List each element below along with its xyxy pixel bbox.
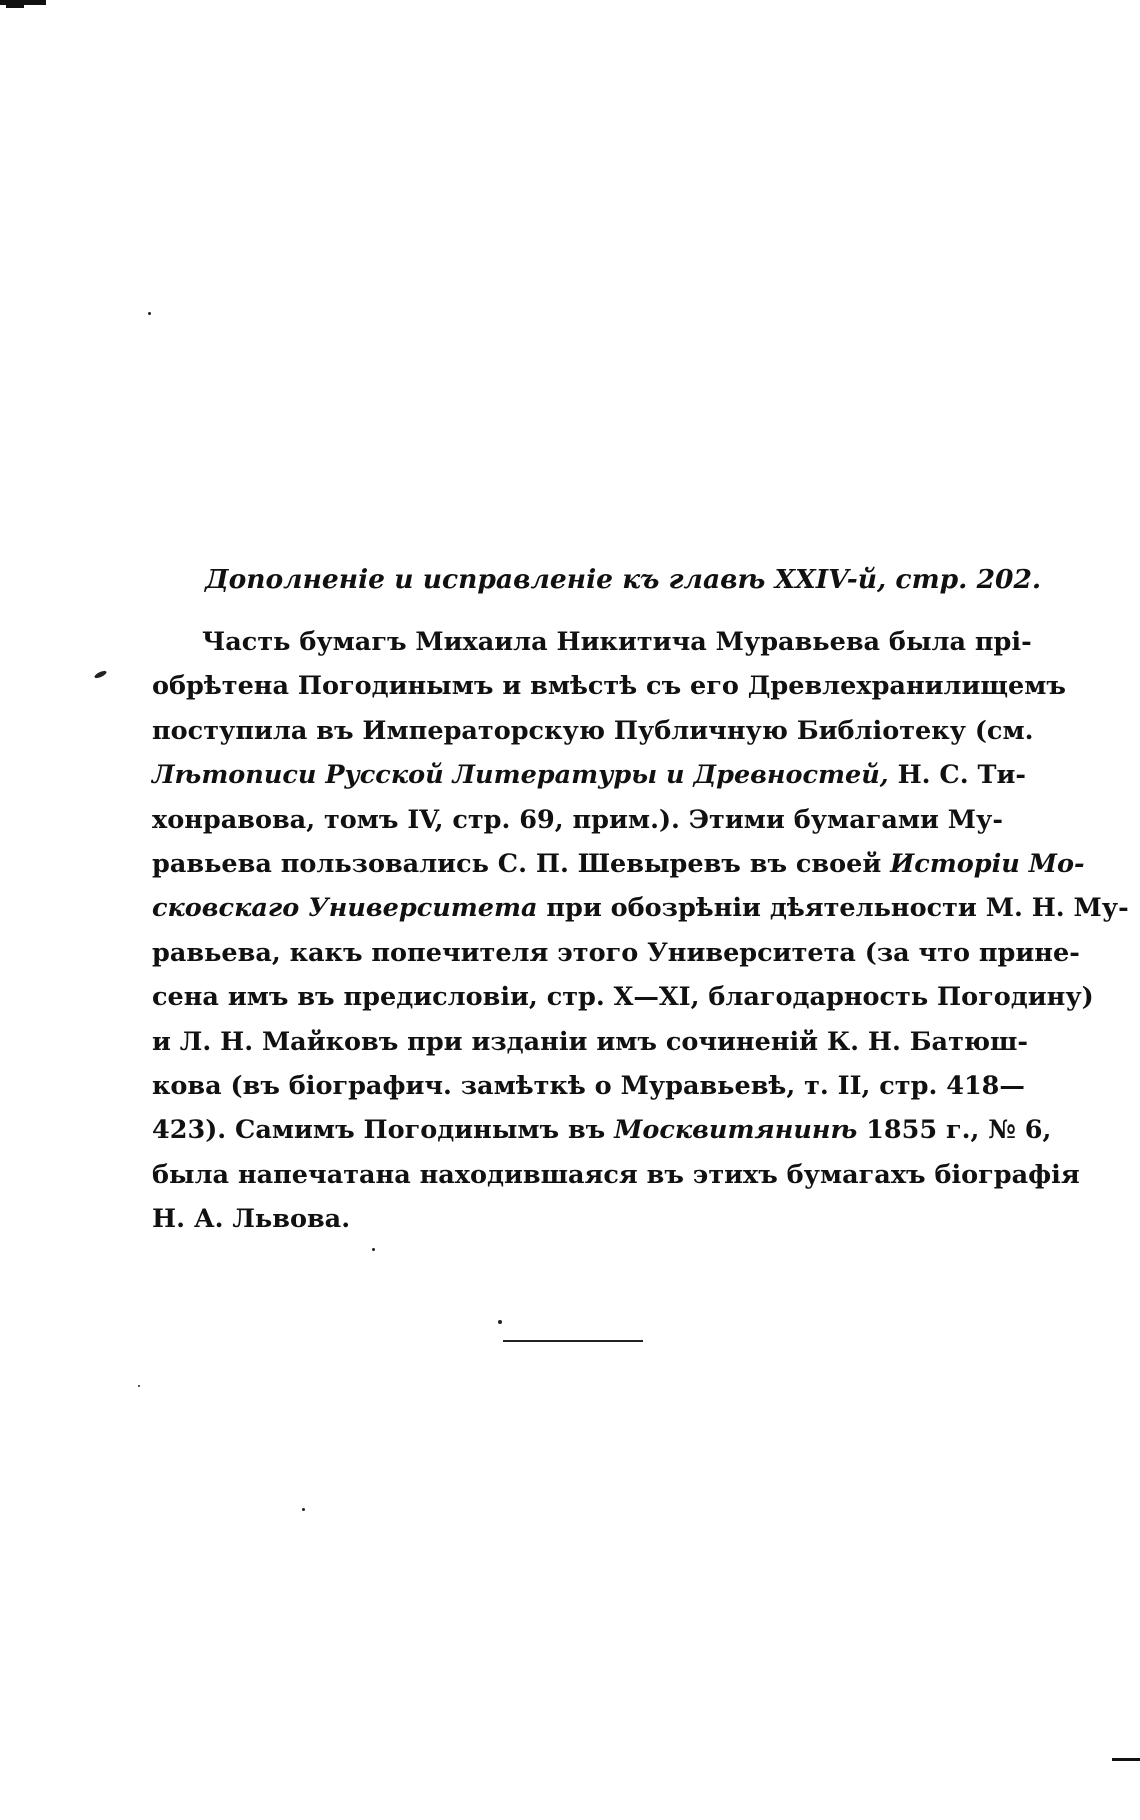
- text-line-6: равьева пользовались С. П. Шевыревъ въ своей Исторіи Мо-: [152, 848, 1085, 879]
- margin-mark: [94, 669, 108, 679]
- text-line-1: Часть бумагъ Михаила Никитича Муравьева была прі-: [202, 627, 1032, 657]
- text-line-11: кова (въ біографич. замѣткѣ о Муравьевѣ, т. II, стр. 418—: [152, 1070, 1025, 1101]
- section-heading: [205, 560, 1042, 600]
- text-line-3: поступила въ Императорскую Публичную Библіотеку (см.: [152, 715, 1034, 746]
- text-line-9: сена имъ въ предисловіи, стр. X—XI, благодарность Погодину): [152, 982, 1094, 1013]
- speck: [498, 1320, 502, 1324]
- text-line-10: и Л. Н. Майковъ при изданіи имъ сочиненій К. Н. Батюш-: [152, 1026, 1029, 1057]
- speck: [302, 1508, 305, 1511]
- text-line-7: сковскаго Университета при обозрѣніи дѣятельности М. Н. Му-: [152, 893, 1129, 924]
- text-line-13: была напечатана находившаяся въ этихъ бумагахъ біографія: [152, 1159, 1080, 1190]
- text-line-12: 423). Самимъ Погодинымъ въ Москвитянинѣ 1855 г., № 6,: [152, 1115, 1052, 1146]
- text-line-2: обрѣтена Погодинымъ и вмѣстѣ съ его Древлехранилищемъ: [152, 671, 1066, 702]
- speck: [138, 1385, 140, 1387]
- text-line-8: равьева, какъ попечителя этого Университета (за что прине-: [152, 937, 1080, 968]
- text-line-14: Н. А. Львова.: [152, 1204, 351, 1235]
- scan-artifact-top-left-tick: [6, 5, 24, 8]
- speck: [148, 312, 151, 315]
- heading-text: Дополненіе и исправленіе къ главѣ XXIV-й, стр. 202.: [205, 564, 1042, 595]
- text-line-5: хонравова, томъ IV, стр. 69, прим.). Этими бумагами Му-: [152, 804, 1003, 835]
- speck: [372, 1248, 375, 1251]
- closing-rule: [503, 1340, 643, 1342]
- text-line-4: Лѣтописи Русской Литературы и Древностей, Н. С. Ти-: [152, 760, 1026, 791]
- body-paragraph: [152, 620, 1129, 1241]
- scan-artifact-bottom-right: [1112, 1758, 1140, 1761]
